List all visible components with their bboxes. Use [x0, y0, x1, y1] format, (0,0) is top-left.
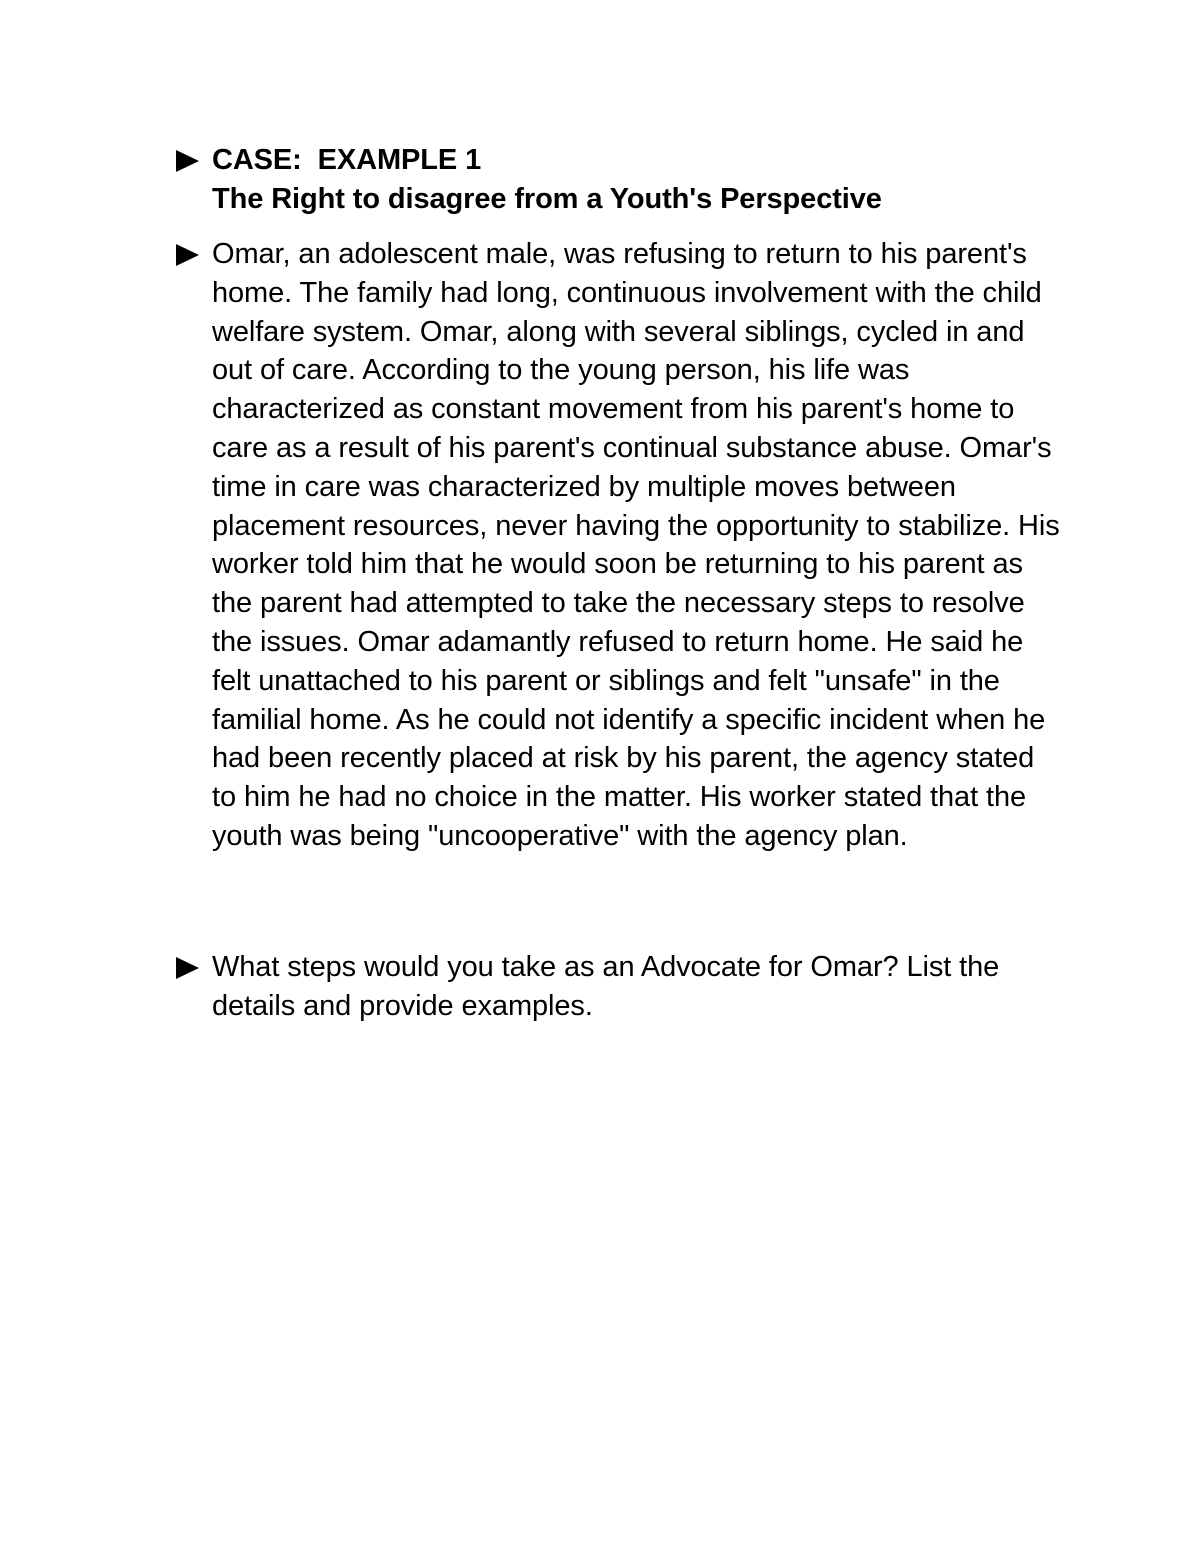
case-title: CASE: EXAMPLE 1: [212, 144, 482, 176]
scenario-bullet: [176, 235, 1066, 856]
case-heading-block: [212, 141, 1066, 219]
scenario-paragraph: Omar, an adolescent male, was refusing to return to his parent's home. The family had long, continuous involvement with the child welfare system. Omar, along with several siblings, cycled in and out of care. According to the young person, his life was characterized as constant movement from his parent's home to care as a result of his parent's continual substance abuse. Omar's time in care was characterized by multiple moves between placement resources, never having the opportunity to stabilize. His worker told him that he would soon be returning to his parent as the parent had attempted to take the necessary steps to resolve the issues. Omar adamantly refused to return home. He said he felt unattached to his parent or siblings and felt "unsafe" in the familial home. As he could not identify a specific incident when he had been recently placed at risk by his parent, the agency stated to him he had no choice in the matter. His worker stated that the youth was being "uncooperative" with the agency plan.: [212, 238, 1060, 852]
question-paragraph: What steps would you take as an Advocate for Omar? List the details and provide examples.: [212, 951, 1000, 1022]
triangle-bullet-icon: [176, 141, 212, 180]
triangle-bullet-icon: [176, 235, 212, 274]
question-bullet: [176, 948, 1066, 1026]
triangle-bullet-icon: [176, 948, 212, 987]
case-heading-bullet: [176, 141, 1066, 219]
case-subtitle: The Right to disagree from a Youth's Perspective: [212, 182, 882, 215]
